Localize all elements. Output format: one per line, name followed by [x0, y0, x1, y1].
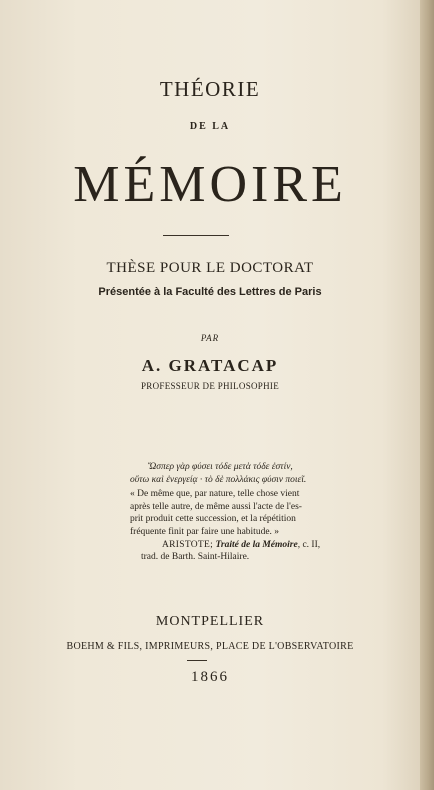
epigraph-translator: trad. de Barth. Saint-Hilaire. [141, 552, 250, 563]
author-title: PROFESSEUR DE PHILOSOPHIE [140, 381, 280, 391]
by-label: PAR [200, 333, 220, 343]
faculty-line: Présentée à la Faculté des Lettres de Paris [98, 286, 322, 298]
title-memoire: MÉMOIRE [73, 156, 347, 213]
attribution-work: Traité de la Mémoire [215, 539, 298, 550]
imprint-divider [187, 660, 207, 661]
epigraph-greek-line-1: Ὥσπερ γὰρ φύσει τόδε μετὰ τόδε ἐστίν, [148, 462, 293, 472]
epigraph-french-line: après telle autre, de même aussi l'acte de l'es- [130, 501, 302, 512]
epigraph-greek-line-2: οὕτω καὶ ἐνεργείᾳ · τὸ δὲ πολλάκις φύσιν ποιεῖ. [130, 474, 307, 485]
imprint-city: MONTPELLIER [155, 614, 265, 629]
title-divider [163, 235, 229, 236]
epigraph-french-line: « De même que, par nature, telle chose vient [130, 489, 300, 500]
attribution-author: ARISTOTE; [162, 539, 214, 550]
page-binding-edge [420, 0, 434, 790]
title-theorie: THÉORIE [159, 77, 261, 101]
author-name: A. GRATACAP [141, 356, 279, 375]
title-de-la: DE LA [189, 121, 231, 132]
attribution-ref: , c. II, [297, 539, 321, 550]
epigraph-french-line: fréquente finit par faire une habitude. » [130, 526, 280, 537]
thesis-line: THÈSE POUR LE DOCTORAT [106, 260, 314, 276]
imprint-printer: BOEHM & FILS, IMPRIMEURS, PLACE DE L'OBSERVATOIRE [66, 641, 354, 652]
epigraph-attribution [118, 539, 353, 552]
epigraph-french-line: prit produit cette succession, et la répétition [130, 514, 296, 525]
imprint-year: 1866 [191, 669, 229, 685]
epigraph [118, 461, 353, 564]
